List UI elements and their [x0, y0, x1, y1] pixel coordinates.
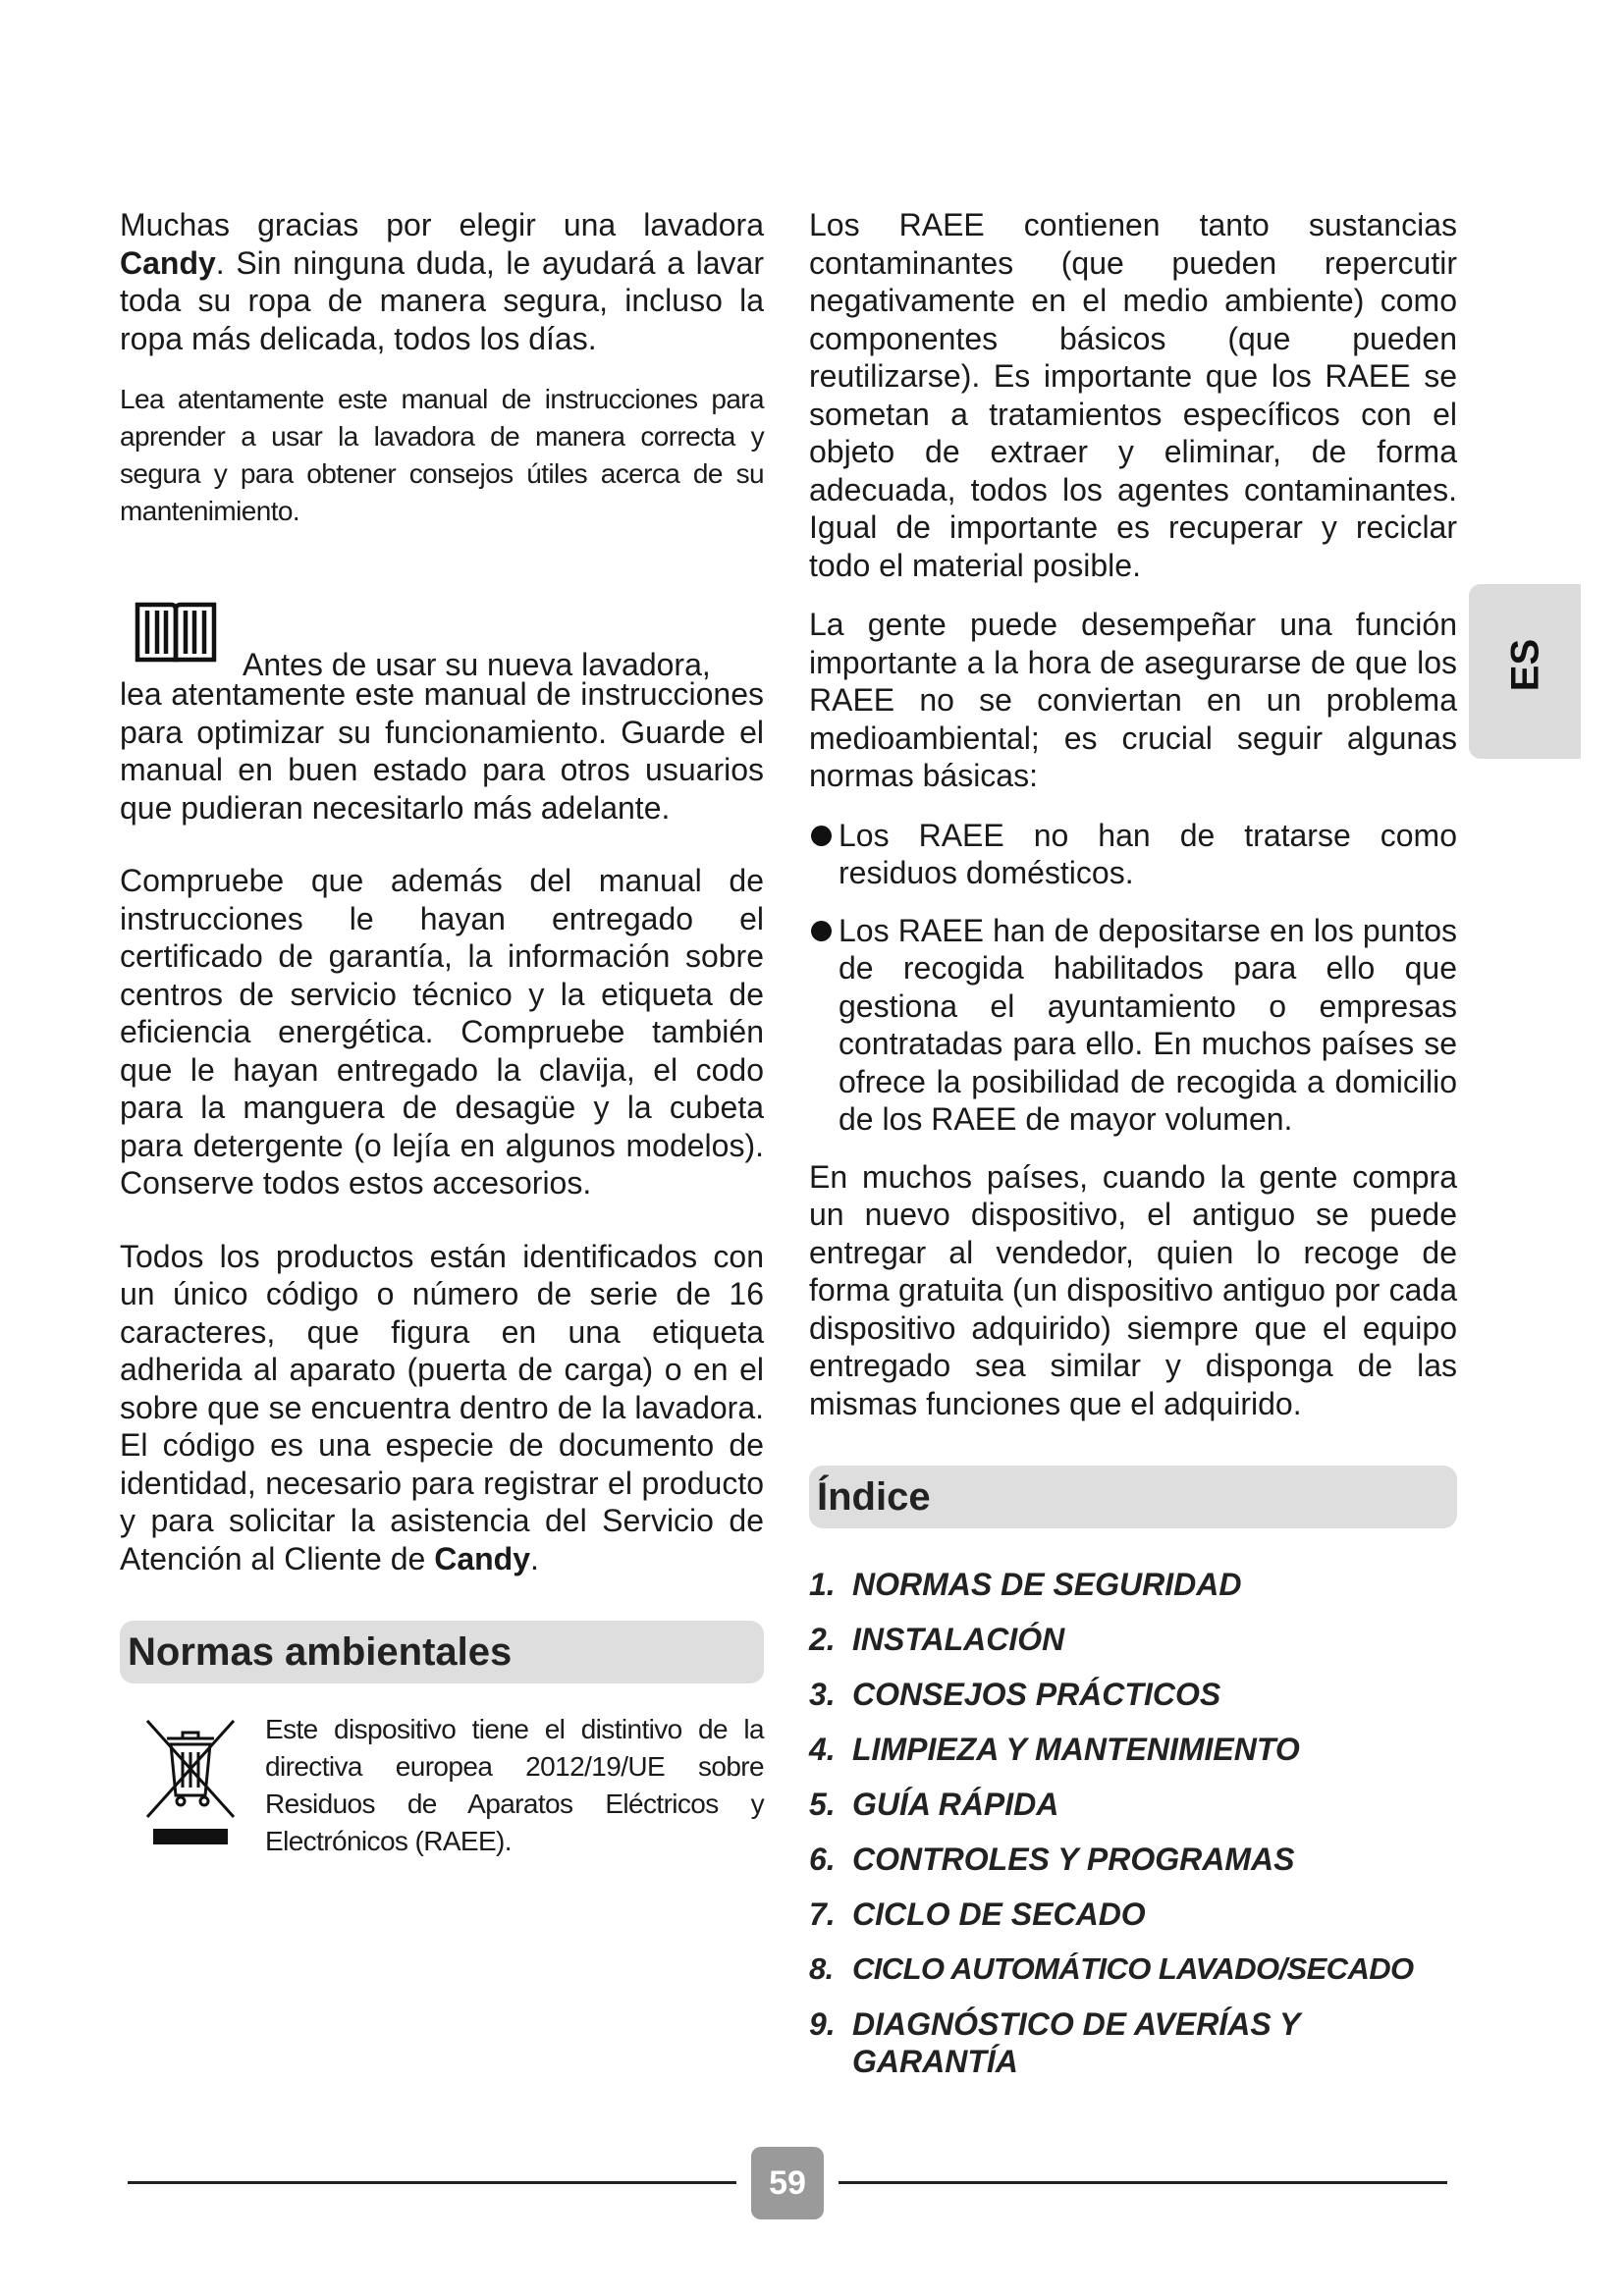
list-item: Los RAEE han de depositarse en los puntos de recogida habilitados para ello que gestiona el ayuntamiento o empresas contratadas para ello. En muchos países se ofrece la posibilidad de recogida a domicilio de los RAEE de mayor volumen.	[809, 912, 1457, 1139]
language-tab-label: ES	[1503, 638, 1547, 692]
language-tab	[1469, 584, 1581, 759]
raee-paragraph: Los RAEE contienen tanto sustancias contaminantes (que pueden repercutir negativamente en el medio ambiente) como componentes básicos (que pueden reutilizarse). Es importante que los RAEE se sometan a tratamientos específicos con el objeto de extraer y eliminar, de forma adecuada, todos los agentes contaminantes. Igual de importante es recuperar y reciclar todo el material posible.	[809, 207, 1457, 583]
accessories-paragraph: Compruebe que además del manual de instrucciones le hayan entregado el certificado de garantía, la información sobre centros de servicio técnico y la etiqueta de eficiencia energética. Compruebe también que le hayan entregado la clavija, el codo para la manguera de desagüe y la cubeta para detergente (o lejía en algunos modelos). Conserve todos estos accesorios.	[120, 863, 764, 1201]
index-header	[809, 1466, 1457, 1528]
bullet-icon	[811, 826, 832, 846]
before-use-first-line: Antes de usar su nueva lavadora,	[243, 647, 711, 682]
index-item[interactable]: 2. INSTALACIÓN	[809, 1622, 1065, 1657]
countries-paragraph: En muchos países, cuando la gente compra un nuevo dispositivo, el antiguo se puede entregar al vendedor, quien lo recoge de forma gratuita (un dispositivo antiguo por cada dispositivo adquirido) siempre que el equipo entregado sea similar y disponga de las mismas funciones que el adquirido.	[809, 1158, 1457, 1421]
brand-name: Candy	[120, 244, 216, 281]
bullet-icon	[811, 921, 832, 941]
index-item[interactable]: 4. LIMPIEZA Y MANTENIMIENTO	[809, 1732, 1300, 1767]
index-item[interactable]: 1. NORMAS DE SEGURIDAD	[809, 1567, 1242, 1602]
footer-divider-right	[839, 2181, 1447, 2184]
crossed-out-wheelie-bin-icon	[143, 1715, 238, 1851]
index-item[interactable]: 6. CONTROLES Y PROGRAMAS	[809, 1842, 1295, 1877]
weee-paragraph: Este dispositivo tiene el distintivo de la directiva europea 2012/19/UE sobre Residuos de Aparatos Eléctricos y Electrónicos (RAEE).	[265, 1714, 764, 1856]
index-title: Índice	[817, 1474, 931, 1519]
index-item[interactable]: 8. CICLO AUTOMÁTICO LAVADO/SECADO	[809, 1951, 1414, 1986]
list-item: Los RAEE no han de tratarse como residuos domésticos.	[809, 817, 1457, 892]
footer-divider-left	[128, 2181, 736, 2184]
people-paragraph: La gente puede desempeñar una función importante a la hora de asegurarse de que los RAEE no se conviertan en un problema medioambiental; es crucial seguir algunas normas básicas:	[809, 607, 1457, 793]
bullet-list	[809, 817, 1457, 1139]
before-use-block	[120, 605, 764, 682]
right-column	[809, 206, 1457, 2098]
env-section-header	[120, 1621, 764, 1683]
read-manual-paragraph: Lea atentamente este manual de instrucciones para aprender a usar la lavadora de manera correcta y segura y para obtener consejos útiles acerca de su mantenimiento.	[120, 384, 764, 526]
page-number: 59	[751, 2147, 824, 2219]
weee-block	[120, 1711, 764, 1858]
serial-paragraph: Todos los productos están identificados con un único código o número de serie de 16 caracteres, que figura en una etiqueta adherida al aparato (puerta de carga) o en el sobre que se encuentra dentro de la lavadora. El código es una especie de documento de identidad, necesario para registrar el producto y para solicitar la asistencia del Servicio de Atención al Cliente de Candy.	[120, 1238, 764, 1576]
env-section-title: Normas ambientales	[128, 1629, 513, 1674]
intro-paragraph: Muchas gracias por elegir una lavadora Candy. Sin ninguna duda, le ayudará a lavar toda su ropa de manera segura, incluso la ropa más delicada, todos los días.	[120, 207, 764, 356]
before-use-paragraph: lea atentamente este manual de instrucciones para optimizar su funcionamiento. Guarde el manual en buen estado para otros usuarios que pudieran necesitarlo más adelante.	[120, 676, 764, 826]
open-book-icon	[134, 599, 218, 670]
index-item[interactable]: 5. GUÍA RÁPIDA	[809, 1787, 1059, 1822]
left-column	[120, 206, 764, 1858]
index-item[interactable]: 3. CONSEJOS PRÁCTICOS	[809, 1677, 1221, 1712]
index-list	[809, 1566, 1457, 2080]
index-item[interactable]: 9. DIAGNÓSTICO DE AVERÍAS Y GARANTÍA	[809, 2006, 1300, 2079]
index-item[interactable]: 7. CICLO DE SECADO	[809, 1896, 1146, 1932]
brand-name: Candy	[434, 1540, 530, 1576]
